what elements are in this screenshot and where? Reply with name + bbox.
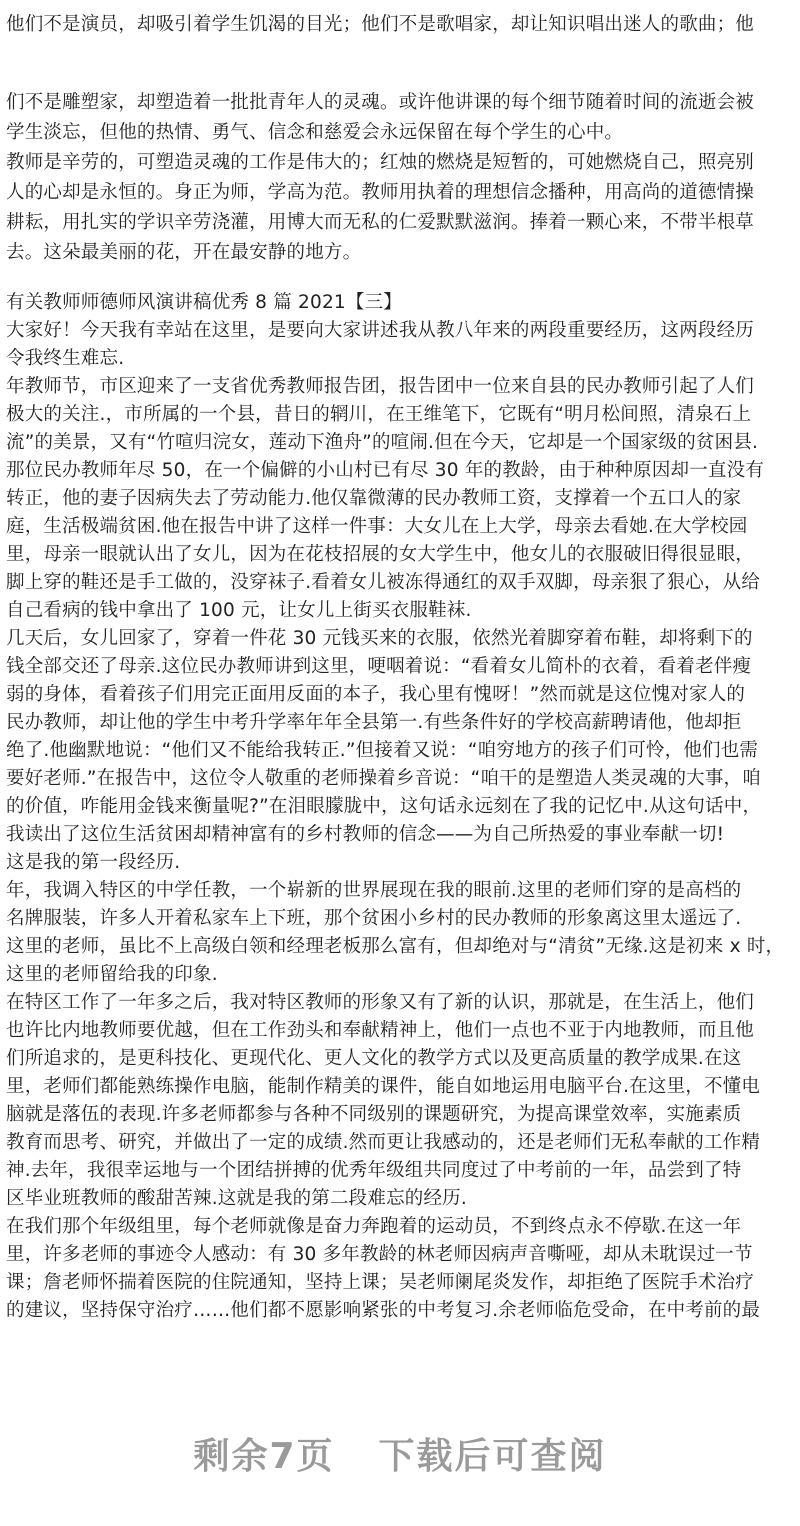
text-line: 脑就是落伍的表现.许多老师都参与各种不同级别的课题研究，为提高课堂效率，实施素质 — [6, 1104, 742, 1125]
text-line: 年，我调入特区的中学任教，一个崭新的世界展现在我的眼前.这里的老师们穿的是高档的 — [6, 880, 742, 901]
text-line: 里，许多老师的事迹令人感动：有 30 多年教龄的林老师因病声音嘶哑，却从未耽误过一节 — [6, 1244, 753, 1265]
text-line: 耕耘，用扎实的学识辛劳浇灌，用博大而无私的仁爱默默滋润。捧着一颗心来，不带半根草 — [6, 212, 755, 233]
text-line: 脚上穿的鞋还是手工做的，没穿袜子.看着女儿被冻得通红的双手双脚，母亲狠了狠心，从给 — [6, 572, 761, 593]
text-line: 钱全部交还了母亲.这位民办教师讲到这里，哽咽着说：“看着女儿简朴的衣着，看着老伴瘦 — [6, 656, 752, 677]
text-line: 在特区工作了一年多之后，我对特区教师的形象又有了新的认识，那就是，在生活上，他们 — [6, 992, 755, 1013]
section-heading: 有关教师师德师风演讲稿优秀 8 篇 2021【三】 — [6, 292, 402, 313]
download-prompt-button[interactable] — [0, 1418, 800, 1488]
text-line: 令我终生难忘. — [6, 348, 125, 369]
text-line: 那位民办教师年尽 50，在一个偏僻的小山村已有尽 30 年的教龄，由于种种原因却一直没有 — [6, 460, 765, 481]
text-line: 几天后，女儿回家了，穿着一件花 30 元钱买来的衣服，依然光着脚穿着布鞋，却将剩下的 — [6, 628, 753, 649]
text-line: 去。这朵最美丽的花，开在最安静的地方。 — [6, 242, 362, 263]
text-line: 在我们那个年级组里，每个老师就像是奋力奔跑着的运动员，不到终点永不停歇.在这一年 — [6, 1216, 742, 1237]
text-line: 他们不是演员，却吸引着学生饥渴的目光；他们不是歌唱家，却让知识唱出迷人的歌曲；他 — [6, 14, 755, 35]
text-line: 这里的老师，虽比不上高级白领和经理老板那么富有，但却绝对与“清贫”无缘.这是初来 x 时， — [6, 936, 785, 957]
text-line: 学生淡忘，但他的热情、勇气、信念和慈爱会永远保留在每个学生的心中。 — [6, 122, 624, 143]
text-line: 绝了.他幽默地说：“他们又不能给我转正.”但接着又说：“咱穷地方的孩子们可怜，他们也需 — [6, 740, 759, 761]
text-line: 的建议，坚持保守治疗……他们都不愿影响紧张的中考复习.余老师临危受命，在中考前的最 — [6, 1300, 761, 1321]
text-line: 流”的美景，又有“竹喧归浣女，莲动下渔舟”的喧闹.但在今天，它却是一个国家级的贫困县. — [6, 432, 759, 453]
text-line: 大家好！今天我有幸站在这里，是要向大家讲述我从教八年来的两段重要经历，这两段经历 — [6, 320, 755, 341]
text-line: 们不是雕塑家，却塑造着一批批青年人的灵魂。或许他讲课的每个细节随着时间的流逝会被 — [6, 92, 755, 113]
text-line: 民办教师，却让他的学生中考升学率年年全县第一.有些条件好的学校高薪聘请他，他却拒 — [6, 712, 742, 733]
text-line: 的价值，咋能用金钱来衡量呢?”在泪眼朦胧中，这句话永远刻在了我的记忆中.从这句话中， — [6, 796, 762, 817]
text-line: 也许比内地教师要优越，但在工作劲头和奉献精神上，他们一点也不亚于内地教师，而且他 — [6, 1020, 755, 1041]
text-line: 课；詹老师怀揣着医院的住院通知，坚持上课；吴老师阑尾炎发作，却拒绝了医院手术治疗 — [6, 1272, 755, 1293]
text-line: 这里的老师留给我的印象. — [6, 964, 218, 985]
text-line: 神.去年，我很幸运地与一个团结拼搏的优秀年级组共同度过了中考前的一年，品尝到了特 — [6, 1160, 742, 1181]
text-line: 区毕业班教师的酸甜苦辣.这就是我的第二段难忘的经历. — [6, 1188, 467, 1209]
text-line: 极大的关注.，市所属的一个县，昔日的辋川，在王维笔下，它既有“明月松间照，清泉石上 — [6, 404, 752, 425]
text-line: 自己看病的钱中拿出了 100 元，让女儿上街买衣服鞋袜. — [6, 600, 472, 621]
text-line: 教育而思考、研究，并做出了一定的成绩.然而更让我感动的，还是老师们无私奉献的工作精 — [6, 1132, 761, 1153]
text-line: 这是我的第一段经历. — [6, 852, 181, 873]
text-line: 弱的身体，看着孩子们用完正面用反面的本子，我心里有愧呀！”然而就是这位愧对家人的 — [6, 684, 746, 705]
text-line: 我读出了这位生活贫困却精神富有的乡村教师的信念——为自己所热爱的事业奉献一切! — [6, 824, 725, 845]
text-line: 年教师节，市区迎来了一支省优秀教师报告团，报告团中一位来自县的民办教师引起了人们 — [6, 376, 755, 397]
text-line: 们所追求的，是更科技化、更现代化、更人文化的教学方式以及更高质量的教学成果.在这 — [6, 1048, 742, 1069]
text-line: 要好老师.”在报告中，这位令人敬重的老师操着乡音说：“咱干的是塑造人类灵魂的大事，咱 — [6, 768, 761, 789]
text-line: 教师是辛劳的，可塑造灵魂的工作是伟大的；红烛的燃烧是短暂的，可她燃烧自己，照亮别 — [6, 152, 755, 173]
download-label: 下载后可查阅 — [378, 1435, 607, 1477]
text-line: 名牌服装，许多人开着私家车上下班，那个贫困小乡村的民办教师的形象离这里太遥远了. — [6, 908, 742, 929]
text-line: 庭，生活极端贫困.他在报告中讲了这样一件事：大女儿在上大学，母亲去看她.在大学校园 — [6, 516, 748, 537]
remaining-pages-label: 剩余7页 — [193, 1435, 335, 1477]
text-line: 人的心却是永恒的。身正为师，学高为范。教师用执着的理想信念播种，用高尚的道德情操 — [6, 182, 755, 203]
text-line: 里，老师们都能熟练操作电脑，能制作精美的课件，能自如地运用电脑平台.在这里，不懂电 — [6, 1076, 761, 1097]
text-line: 转正，他的妻子因病失去了劳动能力.他仅靠微薄的民办教师工资，支撑着一个五口人的家 — [6, 488, 742, 509]
text-line: 里，母亲一眼就认出了女儿，因为在花枝招展的女大学生中，他女儿的衣服破旧得很显眼， — [6, 544, 755, 565]
